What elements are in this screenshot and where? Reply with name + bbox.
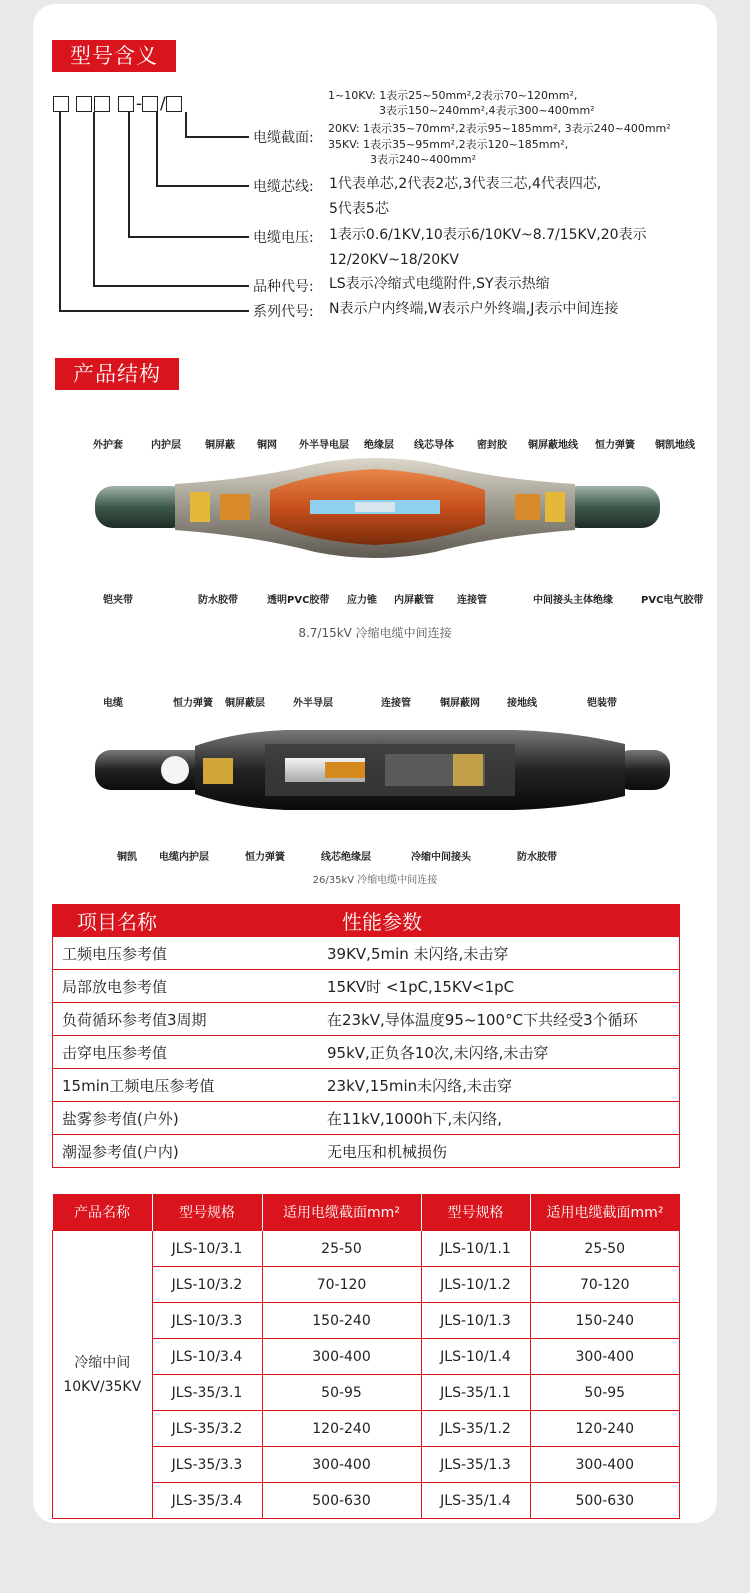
label-sealant: 密封胶	[477, 440, 507, 451]
label-armor-clamp: 铠夹带	[103, 595, 133, 606]
voltage-line-1: 1表示0.6/1KV,10表示6/10KV~8.7/15KV,20表示	[329, 227, 647, 243]
spec-model: JLS-10/3.4	[152, 1339, 262, 1375]
label-core-insulation: 线芯绝缘层	[321, 852, 371, 863]
spec-section: 500-630	[262, 1483, 421, 1519]
series-label: 系列代号:	[253, 304, 314, 320]
perf-item: 局部放电参考值	[52, 970, 317, 1003]
label-cable: 电缆	[103, 698, 123, 709]
perf-item: 潮湿参考值(户内)	[62, 1142, 179, 1161]
perf-param: 在23kV,导体温度95~100°C下共经受3个循环	[317, 1003, 680, 1036]
table-row	[52, 1036, 680, 1069]
content-card	[33, 4, 717, 1523]
label-inner-sheath: 电缆内护层	[159, 852, 209, 863]
label-conductor: 线芯导体	[414, 440, 454, 451]
perf-item: 负荷循环参考值3周期	[52, 1003, 317, 1036]
perf-item: 盐雾参考值(户外)	[52, 1102, 317, 1135]
core-line-2: 5代表5芯	[329, 201, 389, 217]
spec-header-product: 产品名称	[53, 1194, 153, 1231]
cross-line-5: 3表示240~400mm²	[370, 153, 477, 166]
label-copper-shield-layer: 铜屏蔽层	[225, 698, 265, 709]
variety-label: 品种代号:	[253, 279, 314, 295]
table-row	[52, 1003, 680, 1036]
spec-model: JLS-35/1.4	[421, 1483, 530, 1519]
cross-line-2: 3表示150~240mm²,4表示300~400mm²	[379, 104, 595, 117]
label-waterproof-tape: 防水胶带	[198, 595, 238, 606]
spec-model: JLS-10/3.3	[152, 1303, 262, 1339]
spec-section: 25-50	[530, 1231, 680, 1267]
table-row	[52, 937, 680, 970]
joint-diagram-15kv	[55, 424, 695, 614]
label-main-insulation: 中间接头主体绝缘	[533, 595, 613, 606]
spec-product-name	[53, 1231, 153, 1519]
spec-header-section-2: 适用电缆截面mm²	[530, 1194, 680, 1231]
label-shield-ground: 铜屏蔽地线	[528, 440, 578, 451]
cross-line-1: 1~10KV: 1表示25~50mm²,2表示70~120mm²,	[328, 89, 578, 102]
perf-header-row	[52, 904, 680, 937]
label-connector-tube: 连接管	[457, 595, 487, 606]
perf-param: 95kV,正负各10次,未闪络,未击穿	[317, 1036, 680, 1069]
perf-item: 工频电压参考值	[52, 937, 317, 970]
spec-model: JLS-10/1.4	[421, 1339, 530, 1375]
label-copper-shield: 铜屏蔽	[205, 440, 235, 451]
spec-section: 50-95	[530, 1375, 680, 1411]
label-armor-ground: 铜凯地线	[655, 440, 695, 451]
table-row	[52, 1069, 680, 1102]
caption-figure1: 8.7/15kV 冷缩电缆中间连接	[298, 626, 452, 640]
caption-figure2: 26/35kV 冷缩电缆中间连接	[312, 875, 438, 886]
perf-param: 15KV时 <1pC,15KV<1pC	[317, 970, 680, 1003]
label-shield-mesh: 铜屏蔽网	[440, 698, 480, 709]
perf-param: 在11kV,1000h下,未闪络,	[317, 1102, 680, 1135]
cross-line-3: 20KV: 1表示35~70mm²,2表示95~185mm², 3表示240~400mm²	[328, 122, 671, 135]
cross-line-4: 35KV: 1表示35~95mm²,2表示120~185mm²,	[328, 138, 569, 151]
joint-diagram-35kv	[55, 692, 695, 862]
spec-header-section-1: 适用电缆截面mm²	[262, 1194, 421, 1231]
series-text: N表示户内终端,W表示户外终端,J表示中间连接	[329, 301, 619, 317]
label-waterproof-tape-2: 防水胶带	[517, 852, 557, 863]
label-copper-armor: 铜凯	[117, 852, 137, 863]
spec-section: 120-240	[262, 1411, 421, 1447]
label-outer-semicon: 外半导电层	[299, 440, 349, 451]
spec-section: 25-50	[262, 1231, 421, 1267]
spec-section: 120-240	[530, 1411, 680, 1447]
perf-header-param: 性能参数	[317, 904, 680, 937]
spec-model: JLS-10/1.1	[421, 1231, 530, 1267]
label-stress-cone: 应力锥	[347, 595, 377, 606]
variety-text: LS表示冷缩式电缆附件,SY表示热缩	[329, 276, 550, 292]
perf-param: 39KV,5min 未闪络,未击穿	[317, 937, 680, 970]
label-outer-semicon-2: 外半导层	[293, 698, 333, 709]
perf-header-item: 项目名称	[52, 904, 317, 937]
core-line-1: 1代表单芯,2代表2芯,3代表三芯,4代表四芯,	[329, 176, 602, 192]
spec-table	[52, 1194, 680, 1519]
label-pvc-electrical-tape: PVC电气胶带	[641, 595, 704, 606]
model-code-boxes: - /	[53, 94, 184, 114]
spec-model: JLS-35/1.1	[421, 1375, 530, 1411]
spec-section: 70-120	[262, 1267, 421, 1303]
label-ground-wire: 接地线	[507, 698, 537, 709]
spec-section: 300-400	[530, 1339, 680, 1375]
spec-model: JLS-10/1.2	[421, 1267, 530, 1303]
spec-section: 70-120	[530, 1267, 680, 1303]
table-row	[52, 1135, 680, 1168]
spec-section: 300-400	[262, 1447, 421, 1483]
spec-header-model-1: 型号规格	[152, 1194, 262, 1231]
spec-section: 300-400	[530, 1447, 680, 1483]
perf-param: 23kV,15min未闪络,未击穿	[317, 1069, 680, 1102]
perf-item: 击穿电压参考值	[52, 1036, 317, 1069]
spec-header-model-2: 型号规格	[421, 1194, 530, 1231]
spec-model: JLS-35/3.1	[152, 1375, 262, 1411]
perf-item: 15min工频电压参考值	[52, 1069, 317, 1102]
section-title-model-meaning: 型号含义	[52, 40, 176, 72]
spec-model: JLS-35/3.4	[152, 1483, 262, 1519]
spec-section: 300-400	[262, 1339, 421, 1375]
spec-model: JLS-10/3.2	[152, 1267, 262, 1303]
table-row	[52, 970, 680, 1003]
spec-model: JLS-10/3.1	[152, 1231, 262, 1267]
spec-model: JLS-10/1.3	[421, 1303, 530, 1339]
spec-model: JLS-35/3.2	[152, 1411, 262, 1447]
label-copper-mesh: 铜网	[257, 440, 277, 451]
spec-model: JLS-35/1.3	[421, 1447, 530, 1483]
perf-param: 无电压和机械损伤	[327, 1142, 448, 1161]
spec-model: JLS-35/3.3	[152, 1447, 262, 1483]
label-armor-tape: 铠装带	[587, 698, 617, 709]
core-label: 电缆芯线:	[253, 179, 314, 195]
voltage-line-2: 12/20KV~18/20KV	[329, 252, 459, 268]
product-name-line1: 冷缩中间	[74, 1354, 131, 1371]
label-spring-3: 恒力弹簧	[245, 852, 285, 863]
figure-35kv-joint	[55, 692, 695, 862]
label-insulation: 绝缘层	[364, 440, 394, 451]
label-outer-sheath: 外护套	[93, 440, 123, 451]
label-inner-layer: 内护层	[151, 440, 181, 451]
cross-section-label: 电缆截面:	[253, 130, 314, 146]
label-inner-shield-tube: 内屏蔽管	[394, 595, 434, 606]
spec-section: 150-240	[530, 1303, 680, 1339]
table-row	[52, 1102, 680, 1135]
spec-section: 150-240	[262, 1303, 421, 1339]
performance-table	[52, 904, 680, 1167]
section-title-product-structure: 产品结构	[55, 358, 179, 390]
spec-section: 50-95	[262, 1375, 421, 1411]
spec-header-row	[53, 1194, 680, 1231]
voltage-label: 电缆电压:	[253, 230, 314, 246]
label-spring: 恒力弹簧	[595, 440, 635, 451]
label-cold-shrink-joint: 冷缩中间接头	[411, 852, 471, 863]
figure-15kv-joint	[55, 424, 704, 614]
table-row	[53, 1231, 680, 1267]
spec-model: JLS-35/1.2	[421, 1411, 530, 1447]
label-connector-2: 连接管	[381, 698, 411, 709]
product-name-line2: 10KV/35KV	[63, 1378, 142, 1395]
label-pvc-tape: 透明PVC胶带	[267, 595, 330, 606]
spec-section: 500-630	[530, 1483, 680, 1519]
label-spring-2: 恒力弹簧	[173, 698, 213, 709]
